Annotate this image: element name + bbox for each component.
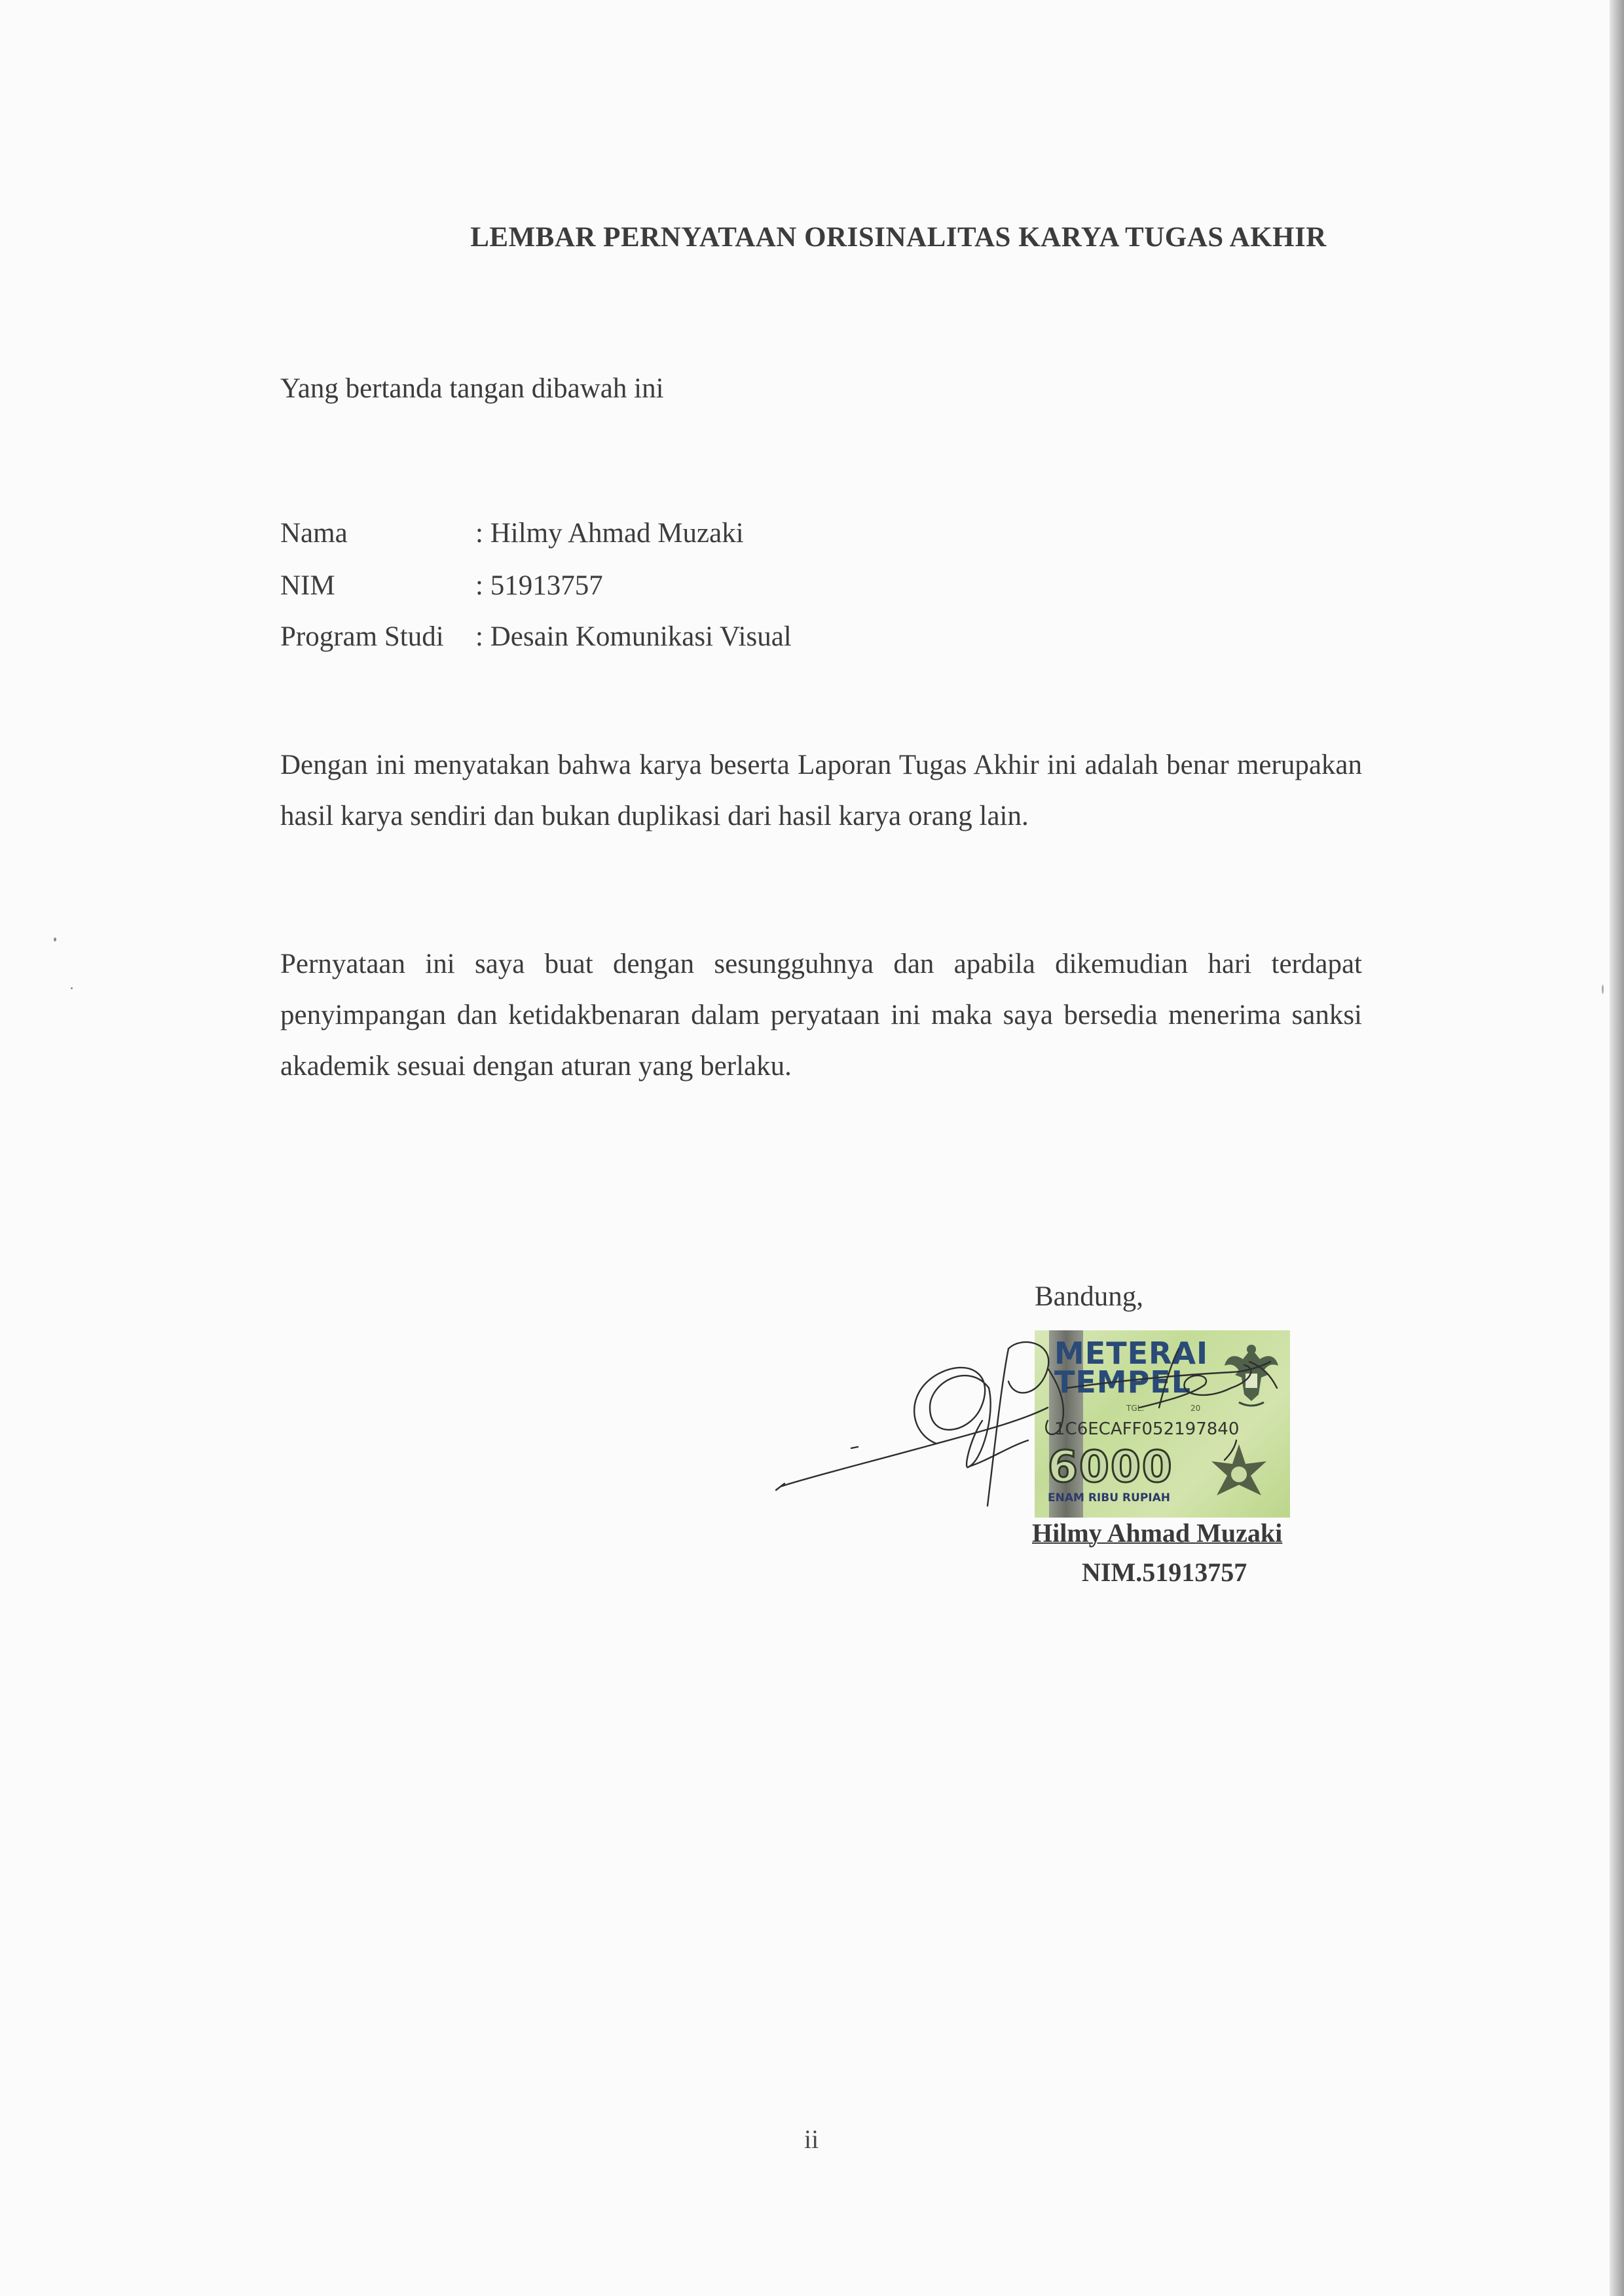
stamp-title-line-2: TEMPEL <box>1054 1364 1192 1400</box>
document-title: LEMBAR PERNYATAAN ORISINALITAS KARYA TUGAS AKHIR <box>470 222 1327 253</box>
scan-speck <box>1602 985 1604 994</box>
stamp-year-label: 20 <box>1190 1404 1201 1413</box>
stamp-title-line-1: METERAI <box>1054 1336 1209 1371</box>
field-label-nim: NIM <box>280 570 335 601</box>
field-value-program-studi: : Desain Komunikasi Visual <box>475 621 792 652</box>
stamp-serial-number: 1C6ECAFF052197840 <box>1054 1419 1240 1439</box>
field-value-nim: : 51913757 <box>475 570 603 601</box>
intro-text: Yang bertanda tangan dibawah ini <box>280 373 664 404</box>
field-value-nama: : Hilmy Ahmad Muzaki <box>475 518 744 549</box>
field-label-nama: Nama <box>280 518 348 549</box>
page-number: ii <box>804 2124 819 2154</box>
signer-nim: NIM.51913757 <box>1082 1558 1247 1587</box>
handwritten-signature <box>773 1309 1362 1532</box>
declaration-paragraph: Pernyataan ini saya buat dengan sesungguhnya dan apabila dikemudian hari terdapat penyimpangan dan ketidakbenaran dalam peryataan ini maka saya bersedia menerima sanksi akademik sesuai dengan aturan yang berlaku. <box>280 949 1362 1082</box>
stamp-value: 6000 <box>1048 1442 1173 1492</box>
stamp-date-label: TGL. <box>1126 1404 1145 1413</box>
field-label-program-studi: Program Studi <box>280 621 444 652</box>
scan-speck <box>54 938 56 941</box>
statement-paragraph: Dengan ini menyatakan bahwa karya beserta Laporan Tugas Akhir ini adalah benar merupakan hasil karya sendiri dan bukan duplikasi dari hasil karya orang lain. <box>280 750 1362 831</box>
place-date: Bandung, <box>1035 1281 1144 1312</box>
scan-edge-shadow <box>1610 0 1624 2296</box>
scan-speck <box>71 987 73 989</box>
signer-name: Hilmy Ahmad Muzaki <box>1032 1518 1283 1548</box>
stamp-value-words: ENAM RIBU RUPIAH <box>1048 1491 1170 1504</box>
